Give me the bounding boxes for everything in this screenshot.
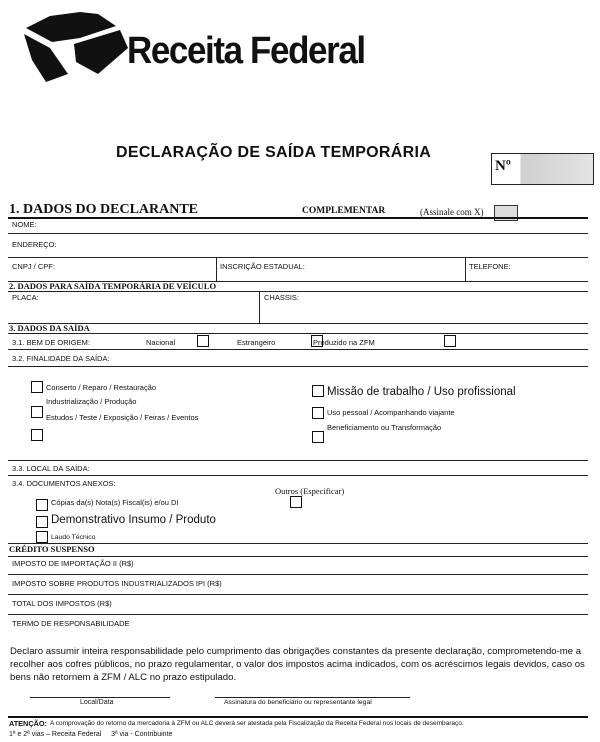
- number-label: Nº: [495, 158, 511, 174]
- missao-label: Missão de trabalho / Uso profissional: [327, 386, 516, 398]
- logo-text: Receita Federal: [127, 30, 365, 72]
- demonstrativo-checkbox[interactable]: [36, 516, 48, 528]
- uso-pessoal-label: Uso pessoal / Acompanhando viajante: [327, 408, 455, 417]
- atencao-text: A comprovação do retorno da mercadoria à ZFM ou ALC deverá ser atestada pela Fiscalização da Receita Federal nos locais de desembaraço.: [50, 720, 464, 727]
- missao-checkbox[interactable]: [312, 385, 324, 397]
- beneficiamento-checkbox[interactable]: [312, 431, 324, 443]
- vias-text: 1ª e 2ª vias – Receita Federal 3ª via - Contribuinte: [9, 731, 173, 738]
- declaration-text: Declaro assumir inteira responsabilidade pelo cumprimento das obrigações constantes da presente declaração, comprometendo-me a recolher aos cofres públicos, no prazo regulamentar, o valor dos impostos acima indicados, com os acréscimos legais devidos, caso os bens não retornem à ZFM / ALC no prazo estipulado.: [10, 646, 585, 683]
- atencao-label: ATENÇÃO:: [9, 719, 47, 728]
- nacional-checkbox[interactable]: [197, 335, 209, 347]
- outros-label: Outros (Especificar): [275, 486, 345, 496]
- endereco-field[interactable]: ENDEREÇO:: [12, 240, 57, 249]
- industrializacao-label: Industrialização / Produção: [46, 397, 137, 406]
- section1-title: 1. DADOS DO DECLARANTE: [9, 202, 199, 217]
- credito-title: CRÉDITO SUSPENSO: [9, 544, 95, 554]
- assinale-label: (Assinale com X): [420, 207, 484, 217]
- documentos-label: 3.4. DOCUMENTOS ANEXOS:: [12, 479, 116, 488]
- cnpj-field[interactable]: CNPJ / CPF:: [12, 262, 55, 271]
- inscricao-field[interactable]: INSCRIÇÃO ESTADUAL:: [220, 262, 305, 271]
- beneficiamento-label: Beneficiamento ou Transformação: [327, 423, 442, 432]
- laudo-label: Laudo Técnico: [51, 534, 96, 541]
- telefone-field[interactable]: TELEFONE:: [469, 262, 511, 271]
- total-impostos-field[interactable]: TOTAL DOS IMPOSTOS (R$): [12, 599, 112, 608]
- chassis-field[interactable]: CHASSIS:: [264, 293, 300, 302]
- complementar-label: COMPLEMENTAR: [302, 206, 386, 216]
- copias-label: Cópias da(s) Nota(s) Fiscal(is) e/ou DI: [51, 498, 179, 507]
- bem-origem-label: 3.1. BEM DE ORIGEM:: [12, 338, 90, 347]
- conserto-checkbox[interactable]: [31, 381, 43, 393]
- estudos-label: Estudos / Teste / Exposição / Feiras / Eventos: [46, 413, 199, 422]
- imposto-ii-field[interactable]: IMPOSTO DE IMPORTAÇÃO II (R$): [12, 559, 134, 568]
- demonstrativo-label: Demonstrativo Insumo / Produto: [51, 514, 216, 526]
- laudo-checkbox[interactable]: [36, 531, 48, 543]
- estrangeiro-label: Estrangeiro: [237, 338, 276, 347]
- nacional-label: Nacional: [146, 338, 176, 347]
- produzido-label: Produzido na ZFM: [313, 338, 375, 347]
- nome-field[interactable]: NOME:: [12, 220, 37, 229]
- receita-federal-logo-icon: [20, 8, 130, 88]
- assinatura-label: Assinatura do beneficiário ou representante legal: [224, 699, 372, 706]
- imposto-ipi-field[interactable]: IMPOSTO SOBRE PRODUTOS INDUSTRIALIZADOS IPI (R$): [12, 579, 222, 588]
- estudos-checkbox[interactable]: [31, 429, 43, 441]
- document-number-box[interactable]: [491, 153, 594, 185]
- uso-pessoal-checkbox[interactable]: [312, 407, 324, 419]
- local-data-label: Local/Data: [80, 699, 114, 706]
- industrializacao-checkbox[interactable]: [31, 406, 43, 418]
- outros-checkbox[interactable]: [290, 496, 302, 508]
- placa-field[interactable]: PLACA:: [12, 293, 39, 302]
- section2-title: 2. DADOS PARA SAÍDA TEMPORÁRIA DE VEÍCULO: [9, 281, 217, 291]
- conserto-label: Conserto / Reparo / Restauração: [46, 383, 157, 392]
- copias-checkbox[interactable]: [36, 499, 48, 511]
- produzido-checkbox[interactable]: [444, 335, 456, 347]
- finalidade-label: 3.2. FINALIDADE DA SAÍDA:: [12, 354, 110, 363]
- section3-title: 3. DADOS DA SAÍDA: [9, 323, 90, 333]
- local-saida-field[interactable]: 3.3. LOCAL DA SAÍDA:: [12, 464, 90, 473]
- document-title: DECLARAÇÃO DE SAÍDA TEMPORÁRIA: [116, 144, 432, 161]
- termo-label: TERMO DE RESPONSABILIDADE: [12, 619, 130, 628]
